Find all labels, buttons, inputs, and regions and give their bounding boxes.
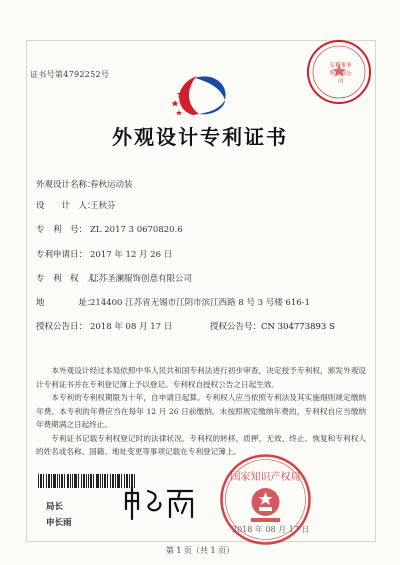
authorization-number-row <box>210 322 335 333</box>
certificate-body <box>36 364 366 459</box>
director-signature-icon <box>120 483 200 523</box>
patentee-value: 江苏圣澜服饰创意有限公司 <box>90 274 193 284</box>
patent-number-row <box>36 225 183 236</box>
patentee-label: 专 利 权 人： <box>36 274 105 284</box>
document-title: 外观设计专利证书 <box>112 125 288 149</box>
certificate-number: 证书号第4792252号 <box>30 70 110 79</box>
patent-number-value: ZL 2017 3 0670820.6 <box>90 225 183 235</box>
designer-value: 王秋芬 <box>90 201 116 211</box>
seal-text: 国家知识产权局 <box>230 472 301 483</box>
director-title: 局长 <box>46 502 64 512</box>
cnipa-logo-icon <box>165 70 235 120</box>
designer-row <box>36 201 116 212</box>
director-name: 申长雨 <box>46 518 72 528</box>
authorization-number-value: CN 304773893 S <box>261 322 335 332</box>
body-paragraph: 专利证书记载专利权登记时的法律状况。专利权的转移、质押、无效、终止、恢复和专利权人的姓名或名称、国籍、地址变更等事项记载在专利登记簿上。 <box>36 433 366 456</box>
application-date-row <box>36 250 172 261</box>
application-date-label: 专利申请日： <box>36 250 88 260</box>
address-label: 地 址： <box>36 298 96 308</box>
authorization-number-label: 授权公告号： <box>210 322 262 332</box>
announcement-date-value: 2018 年 08 月 17 日 <box>90 322 173 332</box>
seal-date: 2018 年 08 月 17 日 <box>232 525 310 534</box>
design-name-value: 春秋运动装 <box>90 180 133 190</box>
agency-stamp-text: 专利事务所有限公司 <box>329 63 352 85</box>
design-name-row <box>36 180 133 191</box>
body-paragraph: 本外观设计经过本局依照中华人民共和国专利法进行初步审查，决定授予专利权，颁发外观设计专利证书并在专利登记簿上予以登记。专利权自授权公告之日起生效。 <box>36 366 366 389</box>
patent-number-label: 专 利 号： <box>36 225 88 235</box>
design-name-label: 外观设计名称： <box>36 180 96 190</box>
patentee-row <box>36 274 192 285</box>
address-value: 214400 江苏省无锡市江阴市滨江西路 8 号 3 号楼 616-1 <box>90 298 310 308</box>
address-row <box>36 298 310 309</box>
announcement-date-label: 授权公告日： <box>36 322 88 332</box>
announcement-date-row <box>36 322 172 333</box>
page-number: 第 1 页（共 1 页） <box>165 546 235 555</box>
body-paragraph: 本专利的专利权期限为十年，自申请日起算。专利权人应当依照专利法及其实施细则规定缴纳年费。本专利的年费应当在每年 12 月 26 日前缴纳。未按照规定缴纳年费的，专利权自应当缴纳年费期满之日起终止。 <box>36 393 366 429</box>
designer-label: 设 计 人： <box>36 201 96 211</box>
application-date-value: 2017 年 12 月 26 日 <box>90 250 173 260</box>
